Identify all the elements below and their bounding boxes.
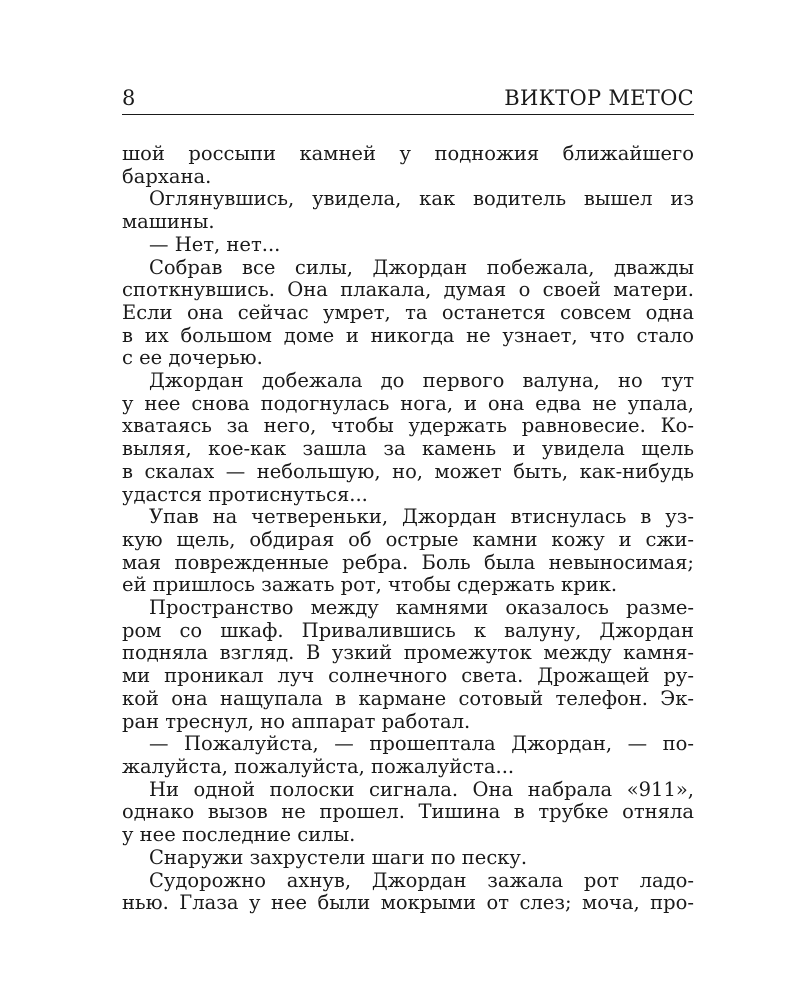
paragraph bbox=[122, 733, 694, 778]
text-line: — Нет, нет... bbox=[149, 232, 281, 256]
page-number: 8 bbox=[122, 86, 136, 110]
text-line: Судорожно ахнув, Джордан зажала рот ладо- bbox=[149, 868, 694, 892]
text-line: жалуйста, пожалуйста, пожалуйста... bbox=[122, 754, 515, 778]
text-line: у нее снова подогнулась нога, и она едва не упала, bbox=[122, 391, 694, 415]
text-line: Пространство между камнями оказалось размe- bbox=[149, 596, 694, 620]
text-line: в скалах — небольшую, но, может быть, как-нибудь bbox=[122, 459, 694, 483]
paragraph bbox=[122, 143, 694, 188]
text-line: шой россыпи камней у подножия ближайшего bbox=[122, 142, 694, 165]
text-line: Собрав все силы, Джордан побежала, дважды bbox=[149, 255, 694, 279]
paragraph bbox=[122, 779, 694, 847]
paragraph bbox=[122, 847, 694, 870]
running-head bbox=[122, 80, 694, 115]
text-line: у нее последние силы. bbox=[122, 823, 356, 847]
paragraph bbox=[122, 257, 694, 371]
text-line: мая поврежденные ребра. Боль была невыносимая; bbox=[122, 550, 694, 574]
text-line: подняла взгляд. В узкий промежуток между камня- bbox=[122, 641, 694, 665]
text-line: нью. Глаза у нее были мокрыми от слез; моча, про- bbox=[122, 891, 694, 915]
text-line: ми проникал луч солнечного света. Дрожащей ру- bbox=[122, 664, 694, 688]
text-line: удастся протиснуться... bbox=[122, 482, 368, 506]
text-line: машины. bbox=[122, 210, 215, 234]
text-line: Снаружи захрустели шаги по песку. bbox=[149, 845, 528, 869]
book-text bbox=[122, 143, 694, 915]
text-line: ран треснул, но аппарат работал. bbox=[122, 709, 471, 733]
text-line: Оглянувшись, увидела, как водитель вышел из bbox=[149, 187, 694, 211]
text-line: кой она нащупала в кармане сотовый телефон. Эк- bbox=[122, 686, 694, 710]
text-line: кую щель, обдирая об острые камни кожу и сжи- bbox=[122, 527, 695, 551]
text-line: в их большом доме и никогда не узнает, что стало bbox=[122, 323, 694, 347]
text-line: ром со шкаф. Привалившись к валуну, Джордан bbox=[122, 618, 694, 642]
paragraph bbox=[122, 870, 694, 915]
paragraph bbox=[122, 597, 694, 733]
text-line: выляя, кое-как зашла за камень и увидела щель bbox=[122, 437, 694, 461]
text-line: споткнувшись. Она плакала, думая о своей матери. bbox=[122, 278, 694, 302]
paragraph bbox=[122, 506, 694, 597]
text-line: хватаясь за него, чтобы удержать равновесие. Ко- bbox=[122, 414, 694, 438]
text-line: Упав на четвереньки, Джордан втиснулась в уз- bbox=[149, 505, 694, 529]
text-line: Джордан добежала до первого валуна, но тут bbox=[149, 369, 694, 393]
text-line: с ее дочерью. bbox=[122, 346, 263, 370]
text-line: — Пожалуйста, — прошептала Джордан, — по- bbox=[149, 732, 694, 756]
paragraph bbox=[122, 370, 694, 506]
author-name: ВИКТОР МЕТОС bbox=[504, 86, 694, 110]
text-line: Если она сейчас умрет, та останется совсем одна bbox=[122, 300, 694, 324]
text-line: ей пришлось зажать рот, чтобы сдержать крик. bbox=[122, 573, 618, 597]
text-line: однако вызов не прошел. Тишина в трубке отняла bbox=[122, 800, 694, 824]
text-line: бархана. bbox=[122, 164, 212, 188]
paragraph bbox=[122, 234, 694, 257]
text-line: Ни одной полоски сигнала. Она набрала «911», bbox=[149, 777, 694, 801]
paragraph bbox=[122, 188, 694, 233]
